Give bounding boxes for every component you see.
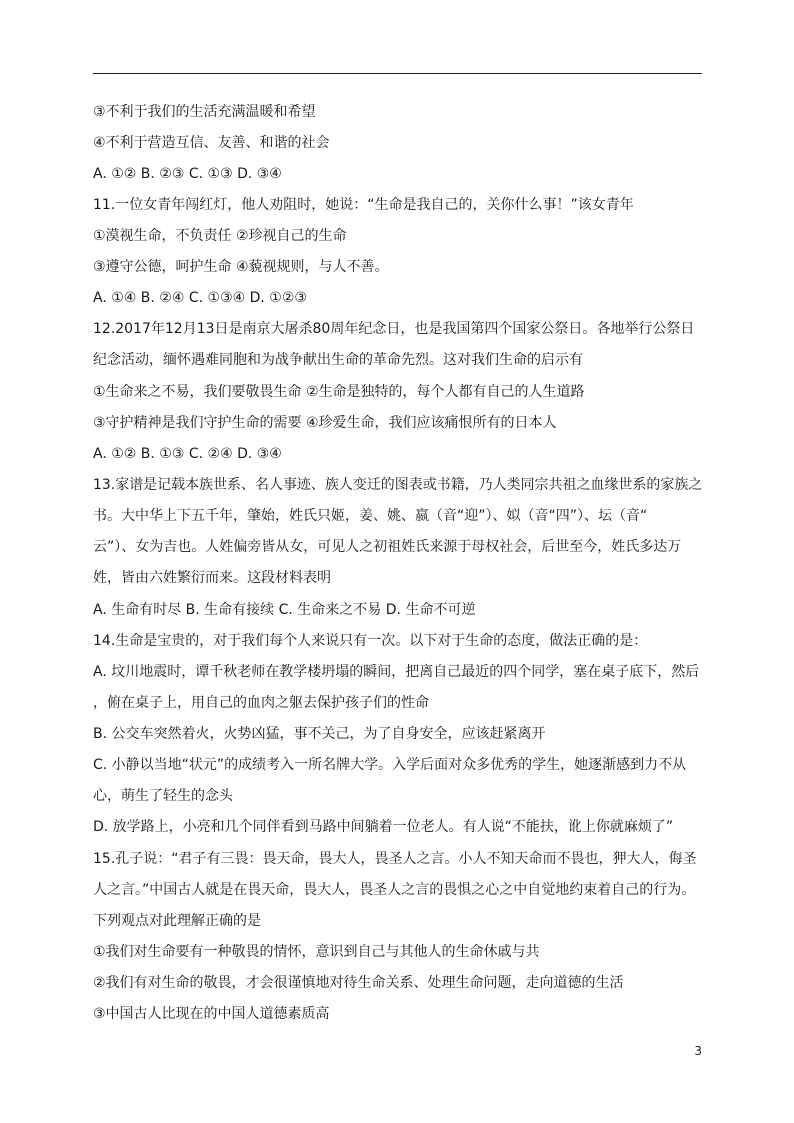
- text-line: ③不利于我们的生活充满温暖和希望: [93, 104, 316, 120]
- text-line: 人之言。”中国古人就是在畏天命，畏大人，畏圣人之言的畏惧之心之中自觉地约束着自己的行为。: [93, 882, 696, 898]
- option-a: A. 坟川地震时，谭千秋老师在教学楼坍塌的瞬间，把离自己最近的四个同学，塞在桌子底下，然后: [93, 664, 700, 680]
- text-line: ①我们对生命要有一种敬畏的情怀，意识到自己与其他人的生命休戚与共: [93, 944, 540, 960]
- text-line: ①生命来之不易，我们要敬畏生命 ②生命是独特的，每个人都有自己的人生道路: [93, 384, 585, 400]
- text-line: ③中国古人比现在的中国人道德素质高: [93, 1006, 330, 1022]
- text-line: 纪念活动，缅怀遇难同胞和为战争献出生命的革命先烈。这对我们生命的启示有: [93, 352, 583, 368]
- option-b: B. 公交车突然着火，火势凶猛，事不关己，为了自身安全，应该赶紧离开: [93, 726, 546, 742]
- header-rule: [93, 73, 702, 74]
- text-line: ③遵守公德，呵护生命 ④藐视规则，与人不善。: [93, 259, 389, 275]
- answer-options: A. 生命有时尽 B. 生命有接续 C. 生命来之不易 D. 生命不可逆: [93, 602, 476, 618]
- text-line: ，俯在桌子上，用自己的血肉之躯去保护孩子们的性命: [93, 695, 429, 711]
- text-line: 心，萌生了轻生的念头: [93, 788, 233, 804]
- question-15: 15.孔子说：“君子有三畏：畏天命，畏大人，畏圣人之言。小人不知天命而不畏也，狎大人，侮圣: [93, 851, 697, 867]
- answer-options: A. ①④ B. ②④ C. ①③④ D. ①②③: [93, 290, 307, 306]
- text-line: ①漠视生命，不负责任 ②珍视自己的生命: [93, 228, 347, 244]
- text-line: ④不利于营造互信、友善、和谐的社会: [93, 135, 330, 151]
- answer-options: A. ①② B. ①③ C. ②④ D. ③④: [93, 446, 282, 462]
- question-13: 13.家谱是记载本族世系、名人事迹、族人变迁的图表或书籍，乃人类同宗共祖之血缘世系的家族之: [93, 477, 703, 493]
- text-line: ③守护精神是我们守护生命的需要 ④珍爱生命，我们应该痛恨所有的日本人: [93, 415, 557, 431]
- text-line: 书。大中华上下五千年，肇始，姓氏只姬，姜、姚、嬴（音“迎”）、姒（音“四”）、坛（音“: [93, 508, 648, 524]
- answer-options: A. ①② B. ②③ C. ①③ D. ③④: [93, 166, 282, 182]
- text-line: ②我们有对生命的敬畏，才会很谨慎地对待生命关系、处理生命问题，走向道德的生活: [93, 975, 624, 991]
- option-d: D. 放学路上，小亮和几个同伴看到马路中间躺着一位老人。有人说“不能扶，讹上你就麻烦了”: [93, 819, 674, 835]
- page-number: 3: [694, 1044, 702, 1058]
- text-line: 云”）、女为吉也。人姓偏旁皆从女，可见人之初祖姓氏来源于母权社会，后世至今，姓氏多达万: [93, 539, 682, 555]
- question-11: 11.一位女青年闯红灯，他人劝阻时，她说：“生命是我自己的，关你什么事！”该女青年: [93, 197, 634, 213]
- option-c: C. 小静以当地“状元”的成绩考入一所名牌大学。入学后面对众多优秀的学生，她逐渐感到力不从: [93, 757, 687, 773]
- question-14: 14.生命是宝贵的，对于我们每个人来说只有一次。以下对于生命的态度，做法正确的是：: [93, 633, 648, 649]
- question-12: 12.2017年12月13日是南京大屠杀80周年纪念日，也是我国第四个国家公祭日。各地举行公祭日: [93, 321, 695, 337]
- text-line: 下列观点对此理解正确的是: [93, 913, 261, 929]
- text-line: 姓，皆由六姓繁衍而来。这段材料表明: [93, 570, 331, 586]
